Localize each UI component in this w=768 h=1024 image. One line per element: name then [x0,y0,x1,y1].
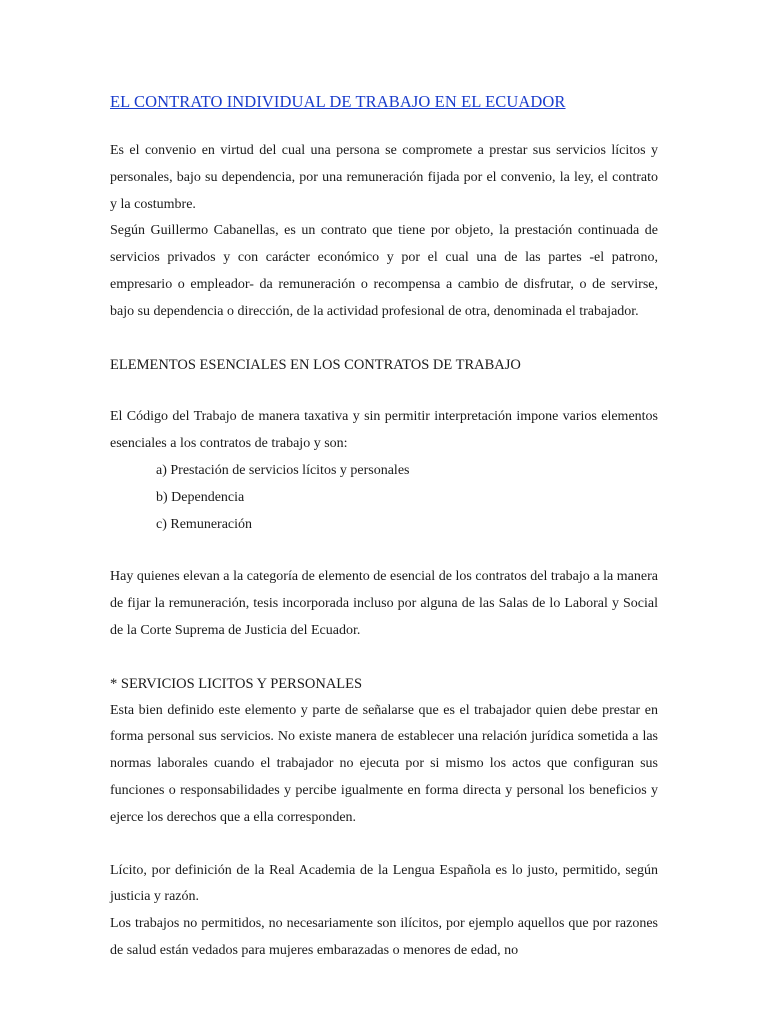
intro-paragraph-1: Es el convenio en virtud del cual una persona se compromete a prestar sus servicios lícitos y personales, bajo su dependencia, por una remuneración fijada por el convenio, la ley, el contrato y la costumbre. [110,143,658,212]
list-item: c) Remuneración [156,516,253,532]
section-heading-elements: ELEMENTOS ESENCIALES EN LOS CONTRATOS DE TRABAJO [110,356,521,373]
elements-list [110,458,658,538]
intro-paragraph-2: Según Guillermo Cabanellas, es un contrato que tiene por objeto, la prestación continuada de servicios privados y con carácter económico y por el cual una de las partes -el patrono, empresario o empleador- da remuneración o recompensa a cambio de disfrutar, o de servirse, bajo su dependencia o dirección, de la actividad profesional de otra, denominada el trabajador. [110,223,658,319]
services-paragraph-2: Lícito, por definición de la Real Academia de la Lengua Española es lo justo, permitido, según justicia y razón. [110,862,658,905]
list-item: a) Prestación de servicios lícitos y personales [156,462,410,478]
elements-intro-paragraph: El Código del Trabajo de manera taxativa y sin permitir interpretación impone varios elementos esenciales a los contratos de trabajo y son: [110,409,658,452]
section-heading-services: * SERVICIOS LICITOS Y PERSONALES [110,675,363,692]
services-paragraph-1: Esta bien definido este elemento y parte de señalarse que es el trabajador quien debe prestar en forma personal sus servicios. No existe manera de establecer una relación jurídica sometida a las normas laborales cuando el trabajador no ejecuta por si mismo los actos que configuran sus funciones o responsabilidades y percibe igualmente en forma directa y personal los beneficios y ejerce los derechos que a ella corresponden. [110,702,658,825]
list-item: b) Dependencia [156,489,245,505]
document-title[interactable]: EL CONTRATO INDIVIDUAL DE TRABAJO EN EL ECUADOR [110,92,566,111]
elements-note-paragraph: Hay quienes elevan a la categoría de elemento de esencial de los contratos del trabajo a la manera de fijar la remuneración, tesis incorporada incluso por alguna de las Salas de lo Laboral y Social de la Corte Suprema de Justicia del Ecuador. [110,569,658,638]
services-paragraph-3: Los trabajos no permitidos, no necesariamente son ilícitos, por ejemplo aquellos que por razones de salud están vedados para mujeres embarazadas o menores de edad, no [110,916,658,958]
